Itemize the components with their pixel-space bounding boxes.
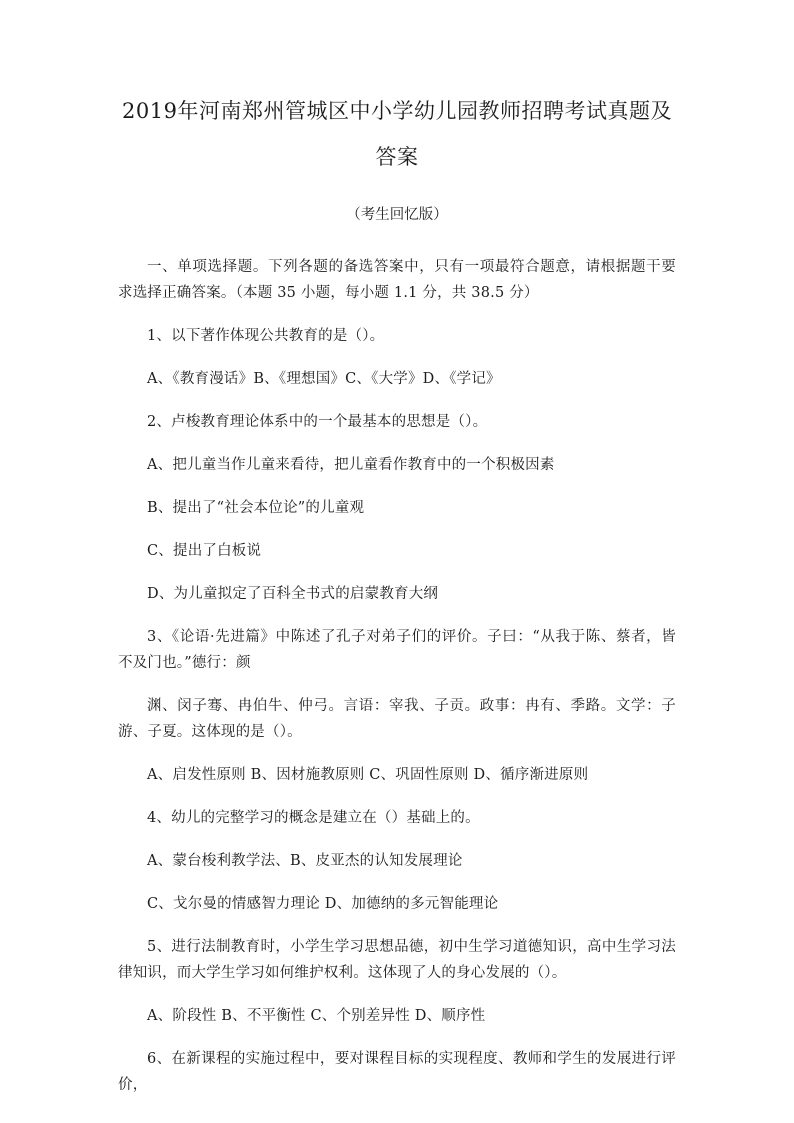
question-2-option-d: D、为儿童拟定了百科全书式的启蒙教育大纲 (147, 586, 439, 603)
section-intro: 一、单项选择题。下列各题的备选答案中，只有一项最符合题意，请根据题干要求选择正确答案。（本题 35 小题，每小题 1.1 分，共 38.5 分） (118, 259, 676, 302)
question-6: 6、在新课程的实施过程中，要对课程目标的实现程度、教师和学生的发展进行评价， (118, 1051, 676, 1094)
question-4: 4、幼儿的完整学习的概念是建立在（）基础上的。 (147, 810, 480, 827)
document-title: 2019年河南郑州管城区中小学幼儿园教师招聘考试真题及答案 (122, 99, 672, 170)
question-1: 1、以下著作体现公共教育的是（）。 (147, 328, 385, 345)
question-3-options: A、启发性原则 B、因材施教原则 C、巩固性原则 D、循序渐进原则 (147, 767, 589, 784)
question-2-option-c: C、提出了白板说 (147, 543, 262, 560)
question-3-part-2: 渊、闵子骞、冉伯牛、仲弓。言语：宰我、子贡。政事：冉有、季路。文学：子游、子夏。这体现的是（）。 (118, 698, 676, 741)
question-4-options-ab: A、蒙台梭利教学法、B、皮亚杰的认知发展理论 (147, 853, 463, 870)
question-5: 5、进行法制教育时，小学生学习思想品德，初中生学习道德知识，高中生学习法律知识，而大学生学习如何维护权利。这体现了人的身心发展的（）。 (118, 939, 676, 982)
question-1-options: A、《教育漫话》B、《理想国》C、《大学》D、《学记》 (147, 371, 501, 388)
document-subtitle: （考生回忆版） (346, 207, 448, 224)
question-2-option-b: B、提出了“社会本位论”的儿童观 (147, 500, 365, 517)
question-3-part-1: 3、《论语·先进篇》中陈述了孔子对弟子们的评价。子曰：“从我于陈、蔡者，皆不及门也。”德行：颜 (118, 629, 676, 672)
question-2: 2、卢梭教育理论体系中的一个最基本的思想是（）。 (147, 414, 488, 431)
question-4-options-cd: C、戈尔曼的情感智力理论 D、加德纳的多元智能理论 (147, 896, 499, 913)
question-5-options: A、阶段性 B、不平衡性 C、个别差异性 D、顺序性 (147, 1008, 486, 1025)
question-2-option-a: A、把儿童当作儿童来看待，把儿童看作教育中的一个积极因素 (147, 457, 555, 474)
